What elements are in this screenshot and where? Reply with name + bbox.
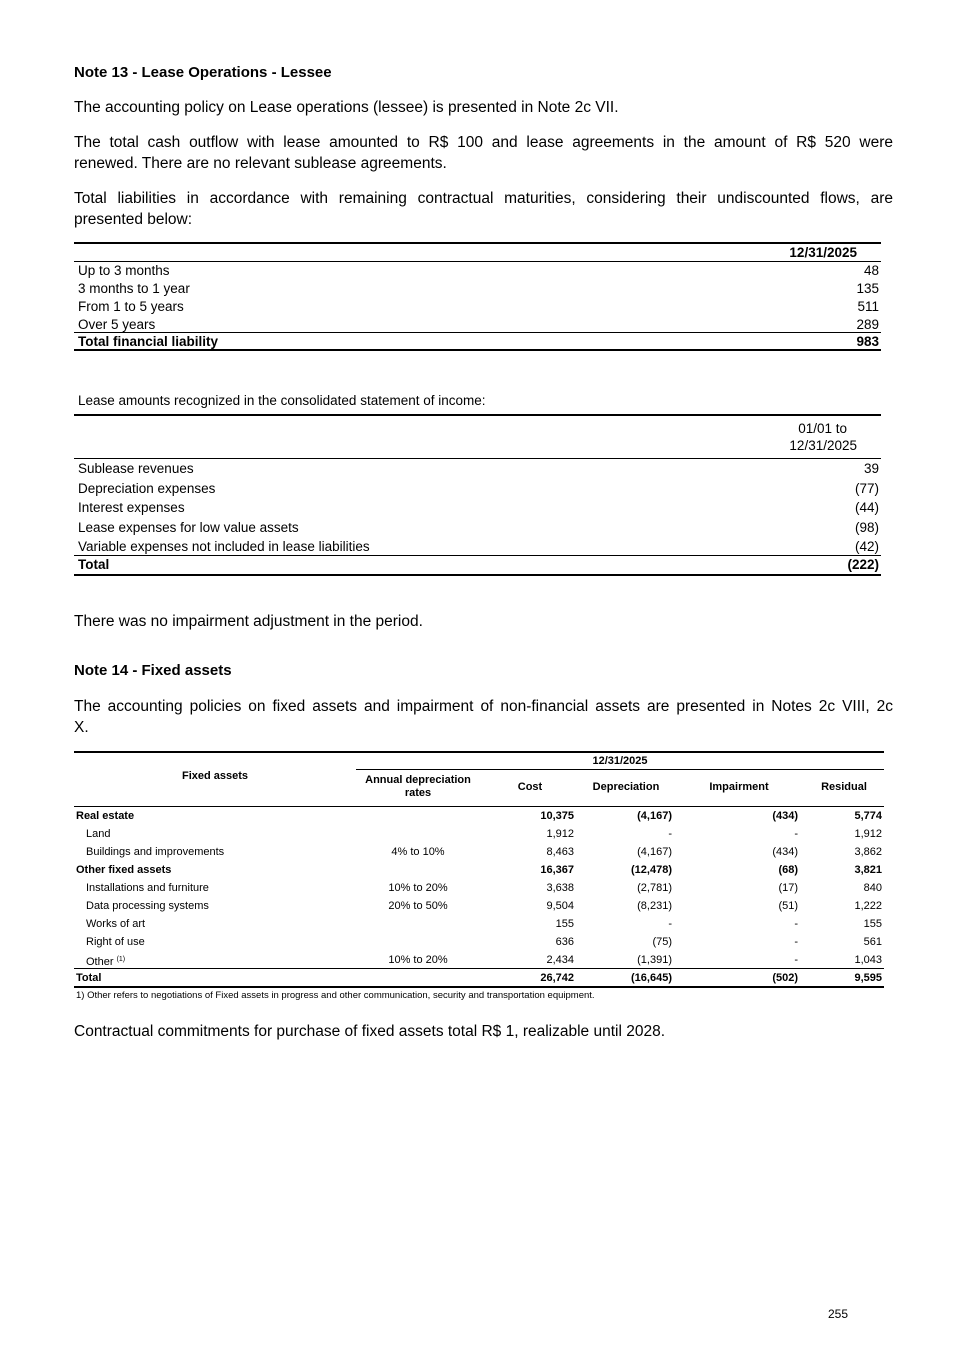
row-residual: 1,043 [854, 954, 882, 966]
row-depreciation: (1,391) [637, 954, 672, 966]
col-impairment: Impairment [709, 781, 769, 793]
table-row [74, 807, 884, 825]
col-period: 12/31/2025 [592, 755, 648, 767]
row-label: Other $^{(1)}$ [86, 956, 126, 968]
note14-title: Note 14 - Fixed assets [74, 662, 232, 679]
row-impairment: - [794, 918, 798, 930]
row-cost: 155 [555, 918, 574, 930]
row-residual: 561 [863, 936, 882, 948]
row-rate: 4% to 10% [391, 846, 445, 858]
maturity-header-date: 12/31/2025 [789, 245, 857, 260]
row-depreciation: (12,478) [631, 864, 672, 876]
row-cost: 3,638 [546, 882, 574, 894]
income-bottom-rule [74, 574, 881, 576]
col-fixed-assets: Fixed assets [181, 770, 249, 782]
row-impairment: (17) [778, 882, 798, 894]
maturity-bottom-rule [74, 349, 881, 351]
income-header-line1: 01/01 to [798, 421, 847, 436]
row-cost: 16,367 [540, 864, 574, 876]
row-label: Installations and furniture [86, 882, 209, 894]
row-depreciation: (2,781) [637, 882, 672, 894]
col-depreciation: Depreciation [592, 781, 660, 793]
row-impairment: (51) [778, 900, 798, 912]
row-depreciation: (16,645) [631, 972, 672, 984]
row-rate: 10% to 20% [388, 882, 448, 894]
row-cost: 10,375 [540, 810, 574, 822]
income-header-line2: 12/31/2025 [789, 438, 857, 453]
table-row [74, 915, 884, 933]
row-cost: 636 [555, 936, 574, 948]
row-impairment: (434) [772, 810, 798, 822]
income-caption: Lease amounts recognized in the consolidated statement of income: [78, 393, 486, 408]
table-row [74, 843, 884, 861]
row-label: Works of art [86, 918, 146, 930]
page-number: 255 [827, 1307, 848, 1321]
row-depreciation: (8,231) [637, 900, 672, 912]
income-table-top-rule [74, 414, 881, 416]
row-residual: 3,862 [854, 846, 882, 858]
maturity-total-row: Total financial liability 983 [78, 334, 879, 349]
row-impairment: (68) [778, 864, 798, 876]
note13-policy-paragraph: The accounting policy on Lease operations (lessee) is presented in Note 2c VII. [74, 99, 619, 116]
table-row [74, 951, 884, 969]
table-row: Sublease revenues 39 [78, 461, 879, 476]
table-row: Variable expenses not included in lease liabilities (42) [78, 539, 879, 554]
note13-liabilities-line2: presented below: [74, 211, 193, 228]
col-residual: Residual [821, 781, 867, 793]
row-residual: 9,595 [854, 972, 882, 984]
table-row: Depreciation expenses (77) [78, 480, 879, 496]
table-row: Interest expenses (44) [78, 500, 879, 515]
col-cost: Cost [517, 781, 543, 793]
table-row [74, 969, 884, 987]
impairment-note: There was no impairment adjustment in the period. [74, 613, 423, 630]
row-label: Land [86, 828, 111, 840]
note13-liabilities-line1: Total liabilities in accordance with remaining contractual maturities, considering their undiscounted flows, are [74, 190, 893, 207]
income-table [74, 459, 881, 557]
row-impairment: - [794, 828, 798, 840]
table-row: Lease expenses for low value assets (98) [78, 519, 879, 535]
row-label: Real estate [76, 810, 135, 822]
table-row: From 1 to 5 years 511 [78, 299, 879, 314]
commitments-paragraph: Contractual commitments for purchase of fixed assets total R$ 1, realizable until 2028. [74, 1023, 666, 1040]
row-residual: 840 [863, 882, 882, 894]
row-residual: 5,774 [854, 810, 882, 822]
row-label: Right of use [86, 936, 145, 948]
table-row: Over 5 years 289 [78, 317, 879, 332]
maturity-table-header [74, 244, 881, 262]
row-label: Data processing systems [86, 900, 209, 912]
table-row [74, 897, 884, 915]
row-cost: 8,463 [546, 846, 574, 858]
row-label: Total [76, 972, 102, 984]
row-rate: 10% to 20% [388, 954, 448, 966]
table-row [74, 861, 884, 879]
row-impairment: (502) [772, 972, 798, 984]
row-impairment: - [794, 954, 798, 966]
row-residual: 155 [863, 918, 882, 930]
row-depreciation: (4,167) [637, 846, 672, 858]
row-cost: 9,504 [546, 900, 574, 912]
note13-cash-outflow-line1: The total cash outflow with lease amounted to R$ 100 and lease agreements in the amount of R$ 520 were [74, 134, 893, 151]
note13-title: Note 13 - Lease Operations - Lessee [74, 64, 332, 81]
note14-policy-line1: The accounting policies on fixed assets and impairment of non-financial assets are presented in Notes 2c VIII, 2c [74, 698, 893, 715]
row-residual: 1,912 [854, 828, 882, 840]
row-cost: 2,434 [546, 954, 574, 966]
row-depreciation: (4,167) [637, 810, 672, 822]
col-rates: Annual depreciation rates [365, 774, 471, 799]
row-impairment: - [794, 936, 798, 948]
row-depreciation: (75) [652, 936, 672, 948]
row-cost: 26,742 [540, 972, 574, 984]
row-residual: 1,222 [854, 900, 882, 912]
fixed-assets-footnote: 1) Other refers to negotiations of Fixed assets in progress and other communication, security and transportation equipment. [76, 990, 595, 1001]
table-row [74, 879, 884, 897]
income-total-row: Total (222) [78, 557, 879, 572]
table-row: 3 months to 1 year 135 [78, 281, 879, 296]
row-label: Buildings and improvements [86, 846, 225, 858]
row-rate: 20% to 50% [388, 900, 448, 912]
row-cost: 1,912 [546, 828, 574, 840]
row-label: Other fixed assets [76, 864, 172, 876]
table-row: Up to 3 months 48 [78, 263, 879, 278]
row-depreciation: - [668, 918, 672, 930]
row-residual: 3,821 [854, 864, 882, 876]
row-depreciation: - [668, 828, 672, 840]
table-row [74, 825, 884, 843]
maturity-table [74, 244, 881, 262]
footnote-marker: (1) [116, 956, 126, 963]
table-row [74, 933, 884, 951]
note14-policy-line2: X. [74, 719, 89, 736]
row-impairment: (434) [772, 846, 798, 858]
note13-cash-outflow-line2: renewed. There are no relevant sublease agreements. [74, 155, 447, 172]
